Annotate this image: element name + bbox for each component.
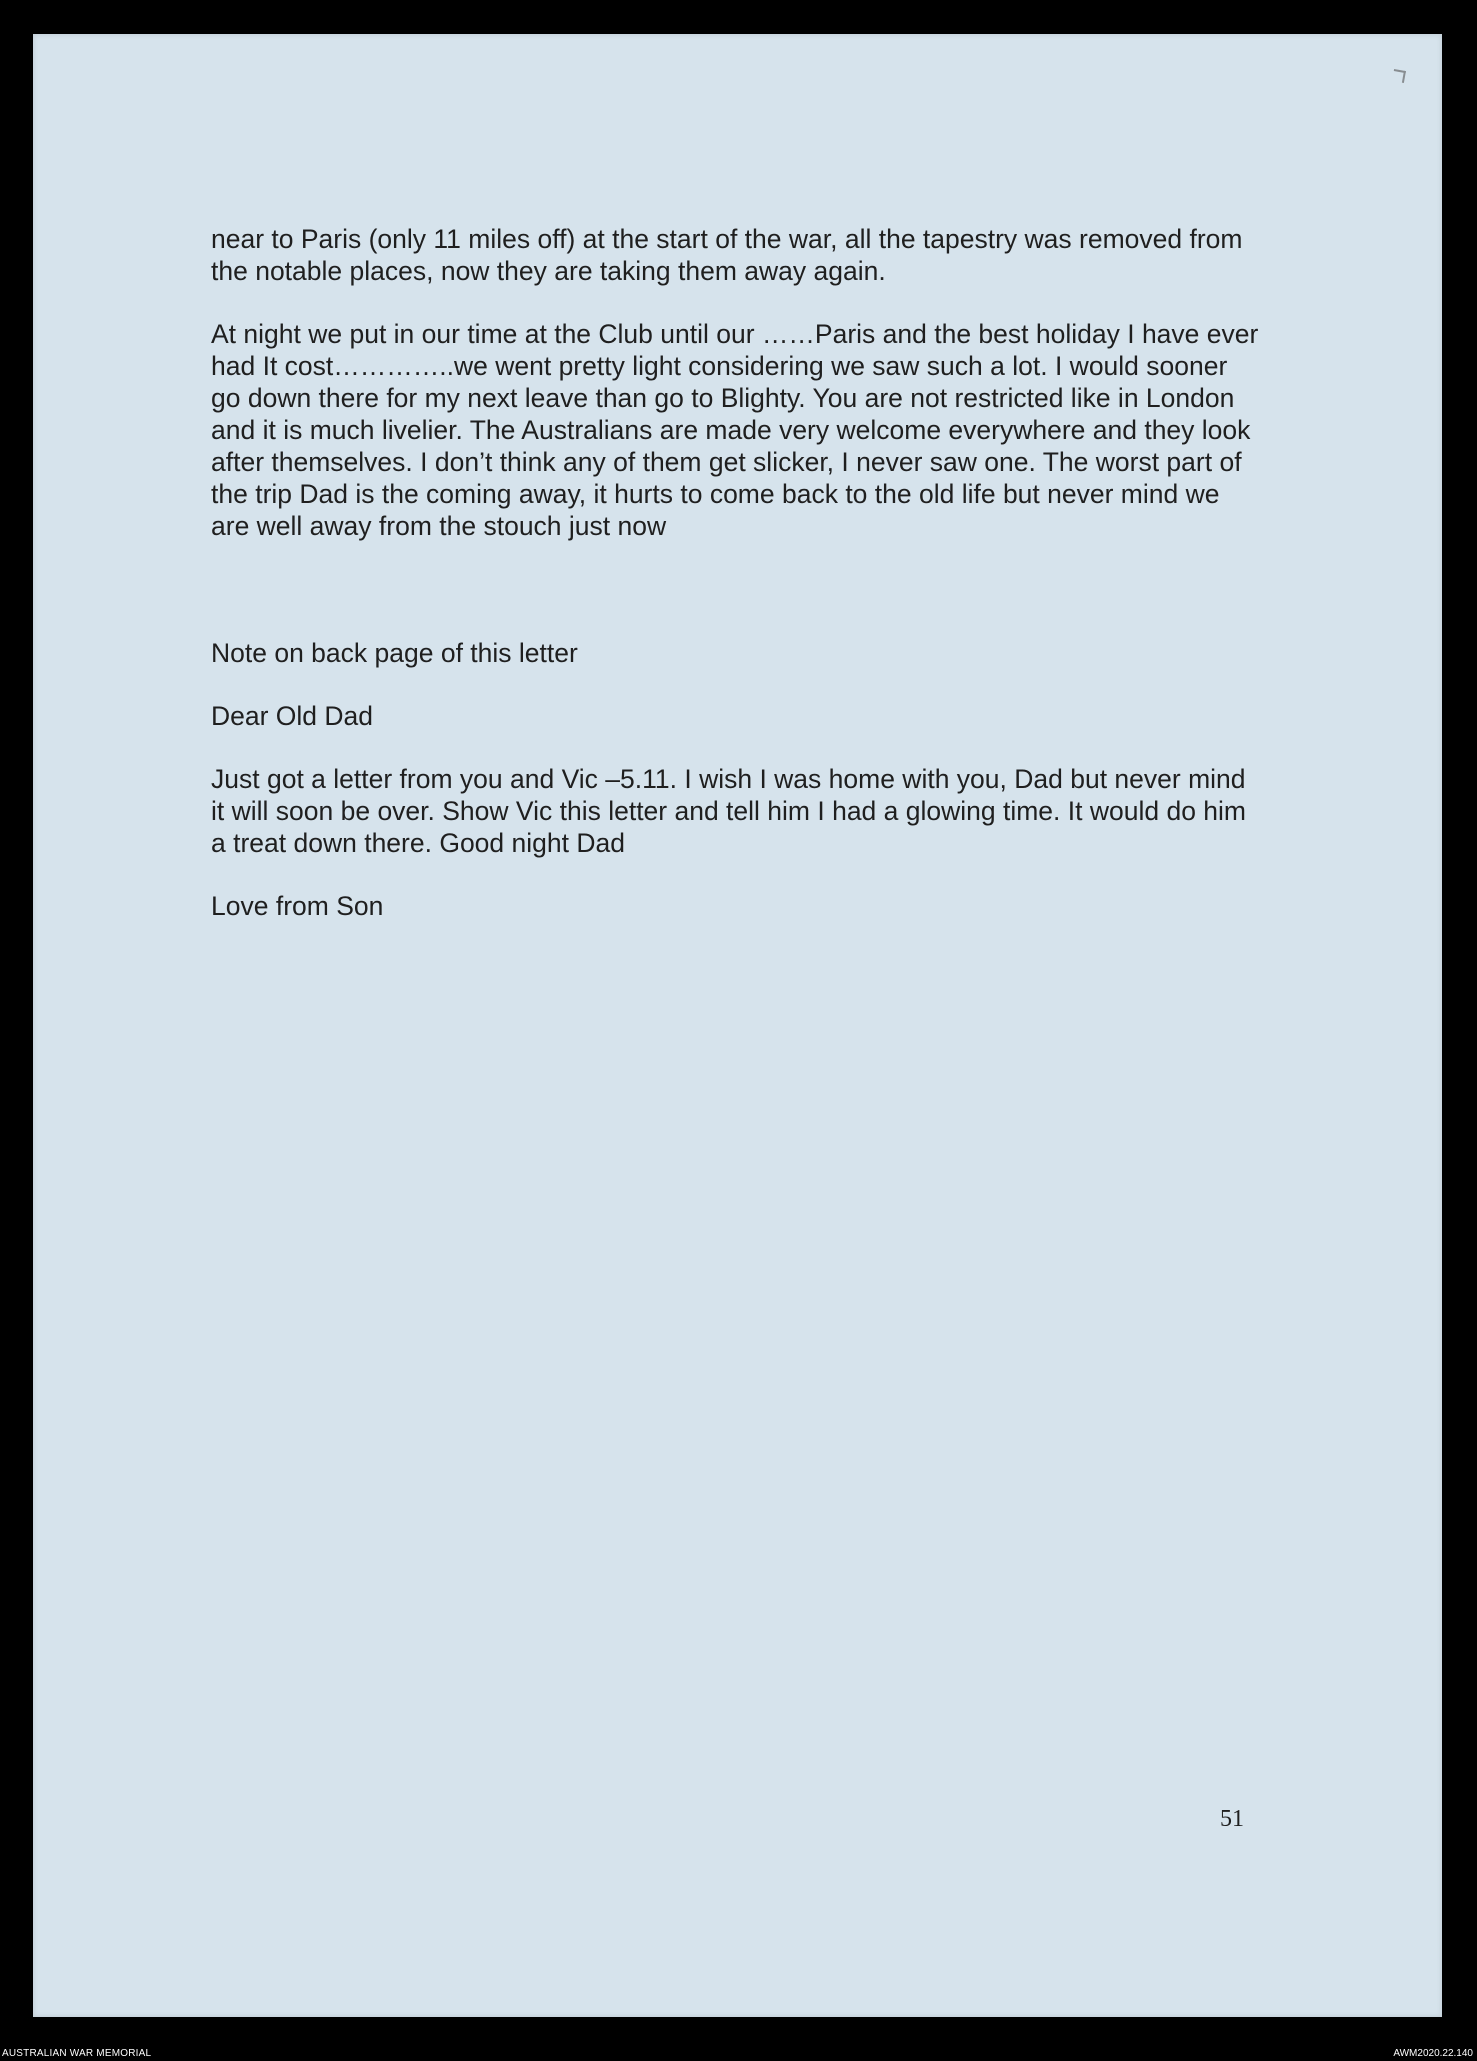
footer-institution: AUSTRALIAN WAR MEMORIAL xyxy=(2,2048,152,2059)
page-corner-mark xyxy=(1392,69,1406,83)
letter-body xyxy=(211,223,1261,922)
paragraph-club-night: At night we put in our time at the Club until our ……Paris and the best holiday I have ever had It cost…………..we went pretty light considering we saw such a lot. I would sooner go down there for my next leave than go to Blighty. You are not restricted like in London and it is much livelier. The Australians are made very welcome everywhere and they look after themselves. I don’t think any of them get slicker, I never saw one. The worst part of the trip Dad is the coming away, it hurts to come back to the old life but never mind we are well away from the stouch just now xyxy=(211,319,1259,541)
paragraph-letter-from-vic: Just got a letter from you and Vic –5.11. I wish I was home with you, Dad but never mind it will soon be over. Show Vic this letter and tell him I had a glowing time. It would do him a treat down there. Good night Dad xyxy=(211,764,1247,858)
note-heading: Note on back page of this letter xyxy=(211,638,578,668)
sign-off: Love from Son xyxy=(211,891,384,921)
paragraph-paris-tapestry: near to Paris (only 11 miles off) at the start of the war, all the tapestry was removed from the notable places, now they are taking them away again. xyxy=(211,224,1243,286)
salutation: Dear Old Dad xyxy=(211,701,374,731)
footer-reference: AWM2020.22.140 xyxy=(1393,2048,1473,2059)
page-number: 51 xyxy=(1220,1806,1244,1832)
